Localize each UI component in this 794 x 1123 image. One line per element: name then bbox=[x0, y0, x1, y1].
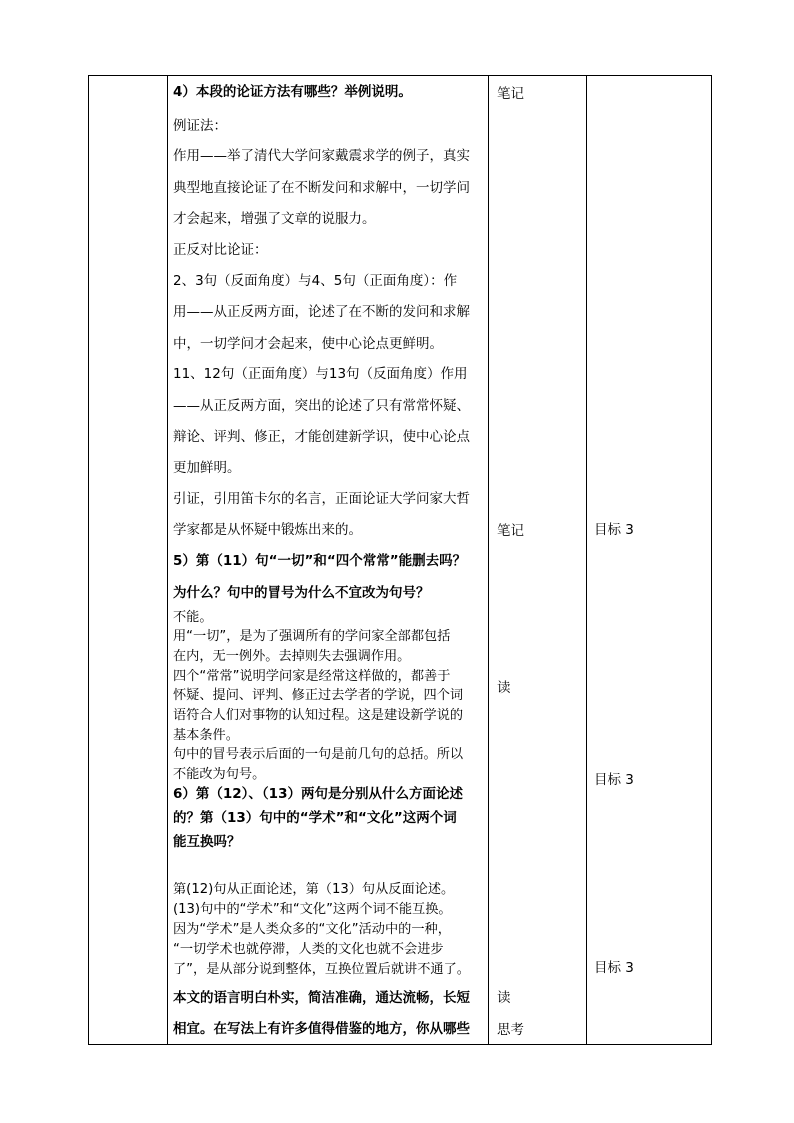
q4-line: 辩论、评判、修正，才能创建新学识，使中心论点 bbox=[173, 429, 470, 445]
q5-line: 用“一切”，是为了强调所有的学问家全部都包括 bbox=[173, 629, 451, 644]
q4-line: 作用——举了清代大学问家戴震求学的例子，真实 bbox=[173, 148, 470, 164]
goal-column-cell bbox=[587, 76, 712, 1045]
q6-line: “一切学术也就停滞，人类的文化也就不会进步 bbox=[173, 942, 444, 957]
q4-line: 典型地直接论证了在不断发问和求解中，一切学问 bbox=[173, 180, 470, 196]
goal-label: 目标 3 bbox=[594, 522, 634, 538]
q6-line: 第(12)句从正面论述，第（13）句从反面论述。 bbox=[173, 882, 455, 897]
q4-heading: 4）本段的论证方法有哪些？举例说明。 bbox=[173, 84, 412, 100]
think-label: 思考 bbox=[497, 1022, 524, 1038]
q6-line: (13)句中的“学术”和“文化”这两个词不能互换。 bbox=[173, 902, 452, 917]
q5-heading: 为什么？句中的冒号为什么不宜改为句号？ bbox=[173, 585, 430, 601]
q5-line: 在内，无一例外。去掉则失去强调作用。 bbox=[173, 649, 411, 664]
q5-line: 句中的冒号表示后面的一句是前几句的总括。所以 bbox=[173, 747, 464, 762]
q5-heading: 5）第（11）句“一切”和“四个常常”能删去吗？ bbox=[173, 553, 467, 569]
q5-line: 语符合人们对事物的认知过程。这是建设新学说的 bbox=[173, 708, 464, 723]
q6-heading: 6）第（12）、（13）两句是分别从什么方面论述 bbox=[173, 786, 463, 802]
read-label: 读 bbox=[497, 680, 511, 696]
q5-line: 不能改为句号。 bbox=[173, 767, 266, 782]
q4-line: 2、3句（反面角度）与4、5句（正面角度）：作 bbox=[173, 273, 458, 289]
lesson-plan-table bbox=[88, 75, 712, 1045]
q4-line: ——从正反两方面，突出的论述了只有常常怀疑、 bbox=[173, 398, 470, 414]
q4-line: 中，一切学问才会起来，使中心论点更鲜明。 bbox=[173, 336, 443, 352]
goal-label: 目标 3 bbox=[594, 960, 634, 976]
q4-line: 用——从正反两方面，论述了在不断的发问和求解 bbox=[173, 304, 470, 320]
note-label: 笔记 bbox=[497, 86, 524, 102]
q6-line: 因为“学术”是人类众多的“文化”活动中的一种， bbox=[173, 922, 451, 937]
table-row bbox=[89, 76, 712, 1045]
q4-line: 学家都是从怀疑中锻炼出来的。 bbox=[173, 522, 362, 538]
q5-line: 不能。 bbox=[173, 610, 213, 625]
empty-column-cell bbox=[89, 76, 168, 1045]
q4-line: 更加鲜明。 bbox=[173, 460, 241, 476]
activity-column-cell bbox=[489, 76, 587, 1045]
q5-line: 怀疑、提问、评判、修正过去学者的学说，四个词 bbox=[173, 688, 464, 703]
q6-heading: 的？第（13）句中的“学术”和“文化”这两个词 bbox=[173, 810, 457, 826]
q4-line: 引证，引用笛卡尔的名言，正面论证大学问家大哲 bbox=[173, 491, 470, 507]
content-column-cell bbox=[168, 76, 489, 1045]
read-label: 读 bbox=[497, 990, 511, 1006]
q4-line: 例证法： bbox=[173, 118, 227, 134]
q4-line: 正反对比论证： bbox=[173, 242, 268, 258]
q6-heading: 能互换吗？ bbox=[173, 834, 241, 850]
q5-line: 四个“常常”说明学问家是经常这样做的，都善于 bbox=[173, 669, 451, 684]
closing-line: 本文的语言明白朴实，简洁准确，通达流畅，长短 bbox=[173, 990, 470, 1006]
q4-line: 11、12句（正面角度）与13句（反面角度）作用 bbox=[173, 366, 468, 382]
goal-label: 目标 3 bbox=[594, 772, 634, 788]
closing-line: 相宜。在写法上有许多值得借鉴的地方，你从哪些 bbox=[173, 1021, 470, 1037]
q6-line: 了”，是从部分说到整体，互换位置后就讲不通了。 bbox=[173, 962, 470, 977]
q5-line: 基本条件。 bbox=[173, 728, 239, 743]
note-label: 笔记 bbox=[497, 523, 524, 539]
q4-line: 才会起来，增强了文章的说服力。 bbox=[173, 211, 376, 227]
